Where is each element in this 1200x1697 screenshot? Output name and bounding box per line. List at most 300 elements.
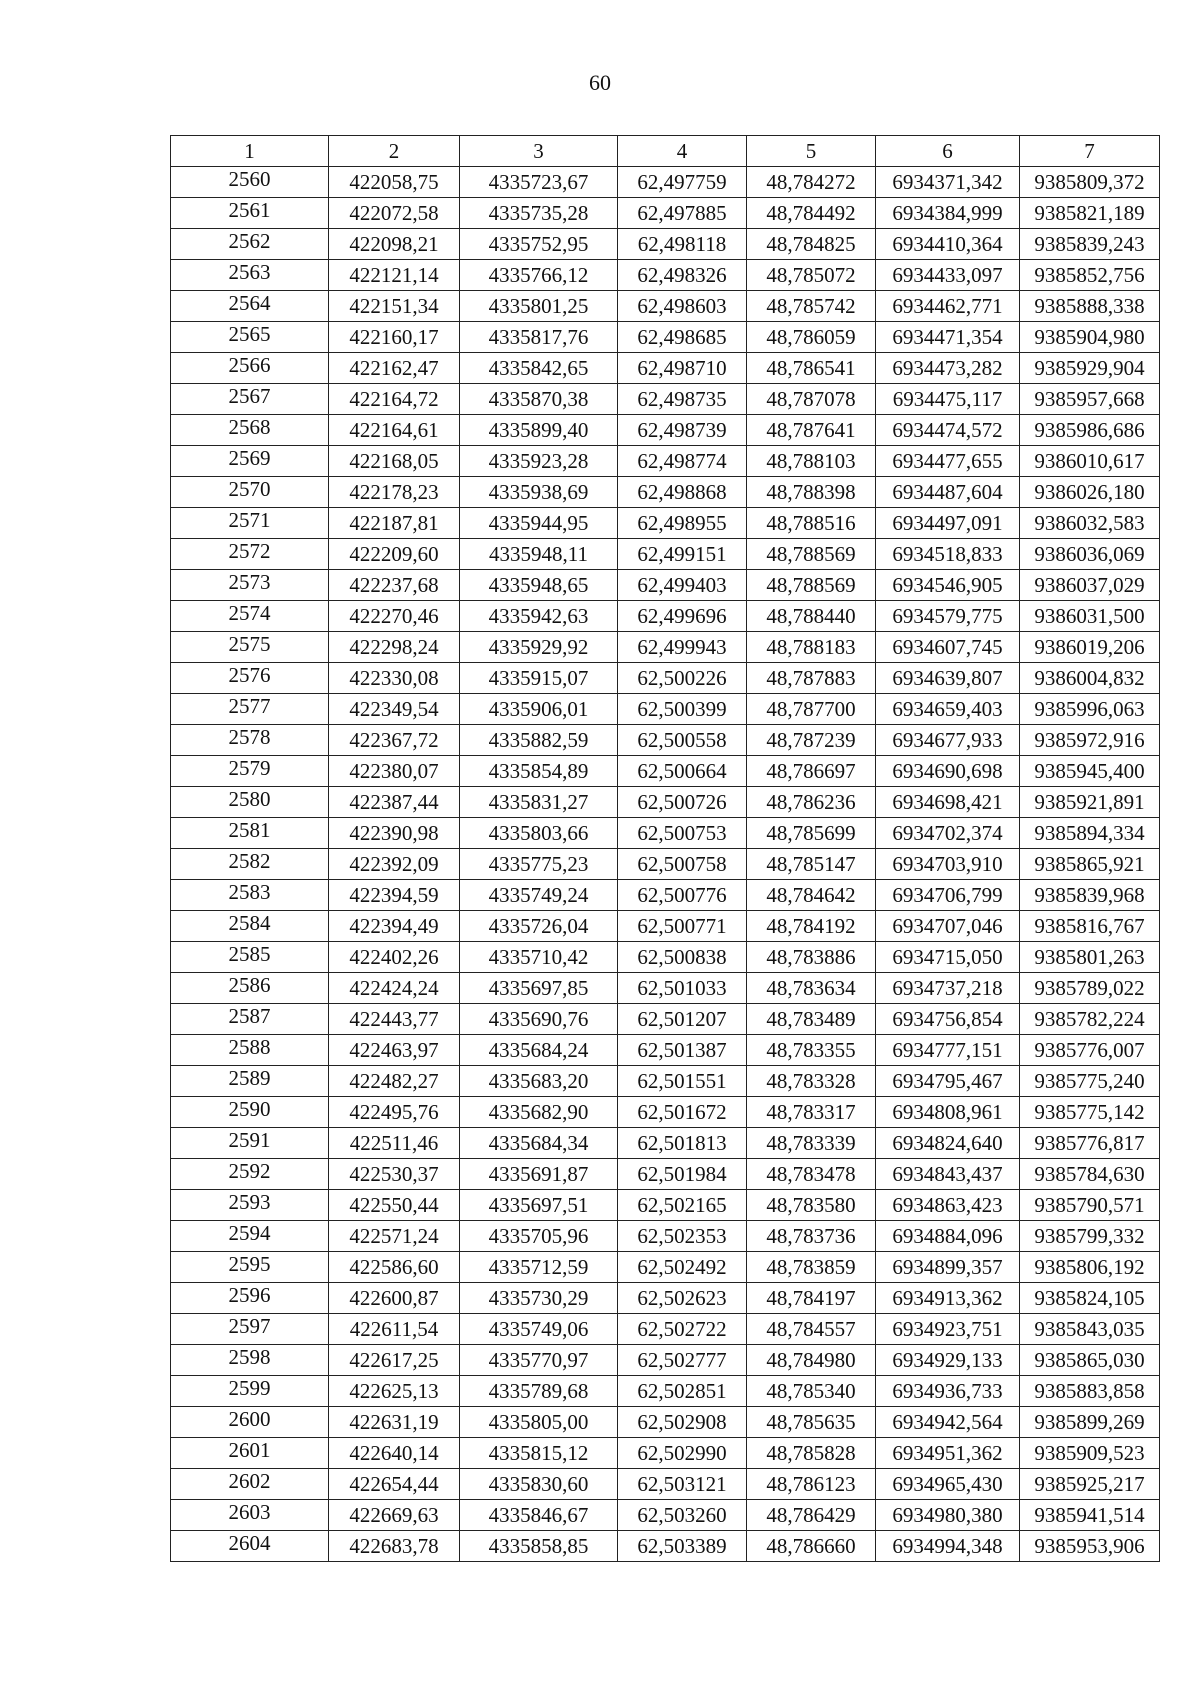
table-cell-col-5: 48,785828 bbox=[747, 1438, 876, 1469]
table-cell-col-7: 9385941,514 bbox=[1020, 1500, 1160, 1531]
table-cell-col-2: 422640,14 bbox=[329, 1438, 460, 1469]
table-cell-col-1: 2577 bbox=[171, 694, 329, 725]
table-cell-col-1: 2597 bbox=[171, 1314, 329, 1345]
column-header-3: 3 bbox=[460, 136, 618, 167]
table-cell-col-3: 4335870,38 bbox=[460, 384, 618, 415]
table-cell-col-5: 48,784192 bbox=[747, 911, 876, 942]
table-cell-col-1: 2565 bbox=[171, 322, 329, 353]
table-cell-col-7: 9385776,007 bbox=[1020, 1035, 1160, 1066]
table-cell-col-5: 48,785340 bbox=[747, 1376, 876, 1407]
table-cell-col-4: 62,500838 bbox=[618, 942, 747, 973]
table-cell-col-1: 2591 bbox=[171, 1128, 329, 1159]
table-cell-col-5: 48,783634 bbox=[747, 973, 876, 1004]
table-cell-col-3: 4335805,00 bbox=[460, 1407, 618, 1438]
table-row bbox=[171, 322, 1160, 353]
table-cell-col-6: 6934473,282 bbox=[876, 353, 1020, 384]
table-cell-col-7: 9385799,332 bbox=[1020, 1221, 1160, 1252]
table-cell-col-7: 9386026,180 bbox=[1020, 477, 1160, 508]
table-cell-col-1: 2578 bbox=[171, 725, 329, 756]
table-cell-col-3: 4335730,29 bbox=[460, 1283, 618, 1314]
table-cell-col-4: 62,498955 bbox=[618, 508, 747, 539]
table-cell-col-5: 48,783339 bbox=[747, 1128, 876, 1159]
table-cell-col-4: 62,500664 bbox=[618, 756, 747, 787]
table-cell-col-6: 6934795,467 bbox=[876, 1066, 1020, 1097]
table-cell-col-5: 48,784492 bbox=[747, 198, 876, 229]
table-cell-col-4: 62,498868 bbox=[618, 477, 747, 508]
table-cell-col-1: 2586 bbox=[171, 973, 329, 1004]
table-row bbox=[171, 1252, 1160, 1283]
table-cell-col-5: 48,783859 bbox=[747, 1252, 876, 1283]
table-cell-col-6: 6934923,751 bbox=[876, 1314, 1020, 1345]
table-cell-col-2: 422151,34 bbox=[329, 291, 460, 322]
table-cell-col-6: 6934980,380 bbox=[876, 1500, 1020, 1531]
table-cell-col-7: 9385839,243 bbox=[1020, 229, 1160, 260]
table-cell-col-1: 2592 bbox=[171, 1159, 329, 1190]
table-cell-col-4: 62,500226 bbox=[618, 663, 747, 694]
table-cell-col-5: 48,785147 bbox=[747, 849, 876, 880]
table-cell-col-2: 422402,26 bbox=[329, 942, 460, 973]
table-row bbox=[171, 1345, 1160, 1376]
table-cell-col-4: 62,501207 bbox=[618, 1004, 747, 1035]
table-cell-col-2: 422390,98 bbox=[329, 818, 460, 849]
table-cell-col-6: 6934715,050 bbox=[876, 942, 1020, 973]
table-cell-col-3: 4335735,28 bbox=[460, 198, 618, 229]
table-cell-col-1: 2561 bbox=[171, 198, 329, 229]
table-cell-col-7: 9385775,240 bbox=[1020, 1066, 1160, 1097]
table-cell-col-5: 48,788569 bbox=[747, 570, 876, 601]
table-cell-col-7: 9386004,832 bbox=[1020, 663, 1160, 694]
table-cell-col-6: 6934384,999 bbox=[876, 198, 1020, 229]
table-row bbox=[171, 477, 1160, 508]
table-cell-col-3: 4335948,11 bbox=[460, 539, 618, 570]
table-cell-col-7: 9386031,500 bbox=[1020, 601, 1160, 632]
table-cell-col-1: 2563 bbox=[171, 260, 329, 291]
table-cell-col-5: 48,785699 bbox=[747, 818, 876, 849]
table-cell-col-3: 4335831,27 bbox=[460, 787, 618, 818]
table-cell-col-4: 62,502851 bbox=[618, 1376, 747, 1407]
table-cell-col-5: 48,786236 bbox=[747, 787, 876, 818]
table-cell-col-3: 4335684,34 bbox=[460, 1128, 618, 1159]
table-cell-col-2: 422631,19 bbox=[329, 1407, 460, 1438]
table-cell-col-7: 9385839,968 bbox=[1020, 880, 1160, 911]
table-cell-col-3: 4335682,90 bbox=[460, 1097, 618, 1128]
column-header-2: 2 bbox=[329, 136, 460, 167]
table-cell-col-4: 62,501033 bbox=[618, 973, 747, 1004]
table-cell-col-1: 2594 bbox=[171, 1221, 329, 1252]
table-cell-col-5: 48,787883 bbox=[747, 663, 876, 694]
table-cell-col-2: 422550,44 bbox=[329, 1190, 460, 1221]
table-cell-col-5: 48,788569 bbox=[747, 539, 876, 570]
table-cell-col-6: 6934477,655 bbox=[876, 446, 1020, 477]
table-cell-col-1: 2573 bbox=[171, 570, 329, 601]
table-row bbox=[171, 291, 1160, 322]
table-cell-col-2: 422482,27 bbox=[329, 1066, 460, 1097]
table-cell-col-1: 2588 bbox=[171, 1035, 329, 1066]
table-cell-col-5: 48,786541 bbox=[747, 353, 876, 384]
table-row bbox=[171, 632, 1160, 663]
table-cell-col-3: 4335691,87 bbox=[460, 1159, 618, 1190]
table-cell-col-1: 2560 bbox=[171, 167, 329, 198]
table-cell-col-4: 62,498774 bbox=[618, 446, 747, 477]
table-row bbox=[171, 508, 1160, 539]
table-cell-col-7: 9385921,891 bbox=[1020, 787, 1160, 818]
table-cell-col-3: 4335766,12 bbox=[460, 260, 618, 291]
table-cell-col-7: 9385929,904 bbox=[1020, 353, 1160, 384]
table-cell-col-1: 2575 bbox=[171, 632, 329, 663]
table-cell-col-2: 422586,60 bbox=[329, 1252, 460, 1283]
table-cell-col-1: 2604 bbox=[171, 1531, 329, 1562]
table-cell-col-6: 6934965,430 bbox=[876, 1469, 1020, 1500]
table-cell-col-3: 4335906,01 bbox=[460, 694, 618, 725]
table-cell-col-5: 48,783328 bbox=[747, 1066, 876, 1097]
table-cell-col-4: 62,497759 bbox=[618, 167, 747, 198]
table-cell-col-2: 422394,59 bbox=[329, 880, 460, 911]
table-cell-col-2: 422424,24 bbox=[329, 973, 460, 1004]
table-cell-col-5: 48,786059 bbox=[747, 322, 876, 353]
table-cell-col-6: 6934706,799 bbox=[876, 880, 1020, 911]
table-cell-col-5: 48,784272 bbox=[747, 167, 876, 198]
table-cell-col-1: 2590 bbox=[171, 1097, 329, 1128]
table-cell-col-4: 62,502908 bbox=[618, 1407, 747, 1438]
table-row bbox=[171, 787, 1160, 818]
table-cell-col-1: 2582 bbox=[171, 849, 329, 880]
table-row bbox=[171, 446, 1160, 477]
table-cell-col-3: 4335723,67 bbox=[460, 167, 618, 198]
table-cell-col-7: 9386037,029 bbox=[1020, 570, 1160, 601]
table-row bbox=[171, 1438, 1160, 1469]
table-cell-col-1: 2585 bbox=[171, 942, 329, 973]
table-cell-col-2: 422654,44 bbox=[329, 1469, 460, 1500]
table-cell-col-5: 48,785072 bbox=[747, 260, 876, 291]
table-cell-col-5: 48,783317 bbox=[747, 1097, 876, 1128]
table-cell-col-4: 62,502353 bbox=[618, 1221, 747, 1252]
table-cell-col-3: 4335846,67 bbox=[460, 1500, 618, 1531]
table-cell-col-5: 48,787239 bbox=[747, 725, 876, 756]
table-cell-col-6: 6934843,437 bbox=[876, 1159, 1020, 1190]
table-cell-col-5: 48,785742 bbox=[747, 291, 876, 322]
table-cell-col-1: 2572 bbox=[171, 539, 329, 570]
table-header-row bbox=[171, 136, 1160, 167]
table-row bbox=[171, 1531, 1160, 1562]
table-cell-col-5: 48,783580 bbox=[747, 1190, 876, 1221]
table-cell-col-6: 6934607,745 bbox=[876, 632, 1020, 663]
table-cell-col-5: 48,787078 bbox=[747, 384, 876, 415]
table-cell-col-4: 62,500399 bbox=[618, 694, 747, 725]
table-cell-col-6: 6934994,348 bbox=[876, 1531, 1020, 1562]
table-cell-col-3: 4335854,89 bbox=[460, 756, 618, 787]
table-cell-col-5: 48,783736 bbox=[747, 1221, 876, 1252]
table-cell-col-7: 9385809,372 bbox=[1020, 167, 1160, 198]
table-row bbox=[171, 601, 1160, 632]
table-cell-col-7: 9385972,916 bbox=[1020, 725, 1160, 756]
table-cell-col-5: 48,787641 bbox=[747, 415, 876, 446]
table-cell-col-6: 6934579,775 bbox=[876, 601, 1020, 632]
table-cell-col-5: 48,788440 bbox=[747, 601, 876, 632]
table-row bbox=[171, 725, 1160, 756]
table-cell-col-1: 2589 bbox=[171, 1066, 329, 1097]
table-row bbox=[171, 942, 1160, 973]
table-cell-col-3: 4335752,95 bbox=[460, 229, 618, 260]
table-cell-col-6: 6934677,933 bbox=[876, 725, 1020, 756]
table-cell-col-4: 62,503121 bbox=[618, 1469, 747, 1500]
table-cell-col-7: 9385790,571 bbox=[1020, 1190, 1160, 1221]
table-cell-col-5: 48,784980 bbox=[747, 1345, 876, 1376]
table-cell-col-2: 422349,54 bbox=[329, 694, 460, 725]
table-cell-col-3: 4335923,28 bbox=[460, 446, 618, 477]
table-cell-col-3: 4335749,24 bbox=[460, 880, 618, 911]
table-cell-col-7: 9386032,583 bbox=[1020, 508, 1160, 539]
table-cell-col-2: 422669,63 bbox=[329, 1500, 460, 1531]
table-cell-col-2: 422187,81 bbox=[329, 508, 460, 539]
table-cell-col-7: 9385888,338 bbox=[1020, 291, 1160, 322]
table-cell-col-3: 4335712,59 bbox=[460, 1252, 618, 1283]
table-cell-col-4: 62,500758 bbox=[618, 849, 747, 880]
table-cell-col-3: 4335842,65 bbox=[460, 353, 618, 384]
table-cell-col-7: 9385909,523 bbox=[1020, 1438, 1160, 1469]
table-cell-col-7: 9385816,767 bbox=[1020, 911, 1160, 942]
table-row bbox=[171, 1469, 1160, 1500]
table-cell-col-1: 2601 bbox=[171, 1438, 329, 1469]
table-cell-col-7: 9386010,617 bbox=[1020, 446, 1160, 477]
table-cell-col-6: 6934433,097 bbox=[876, 260, 1020, 291]
table-cell-col-7: 9385953,906 bbox=[1020, 1531, 1160, 1562]
table-cell-col-1: 2596 bbox=[171, 1283, 329, 1314]
table-cell-col-4: 62,503260 bbox=[618, 1500, 747, 1531]
table-cell-col-1: 2584 bbox=[171, 911, 329, 942]
table-cell-col-5: 48,784557 bbox=[747, 1314, 876, 1345]
table-cell-col-3: 4335858,85 bbox=[460, 1531, 618, 1562]
table-cell-col-2: 422617,25 bbox=[329, 1345, 460, 1376]
table-cell-col-6: 6934659,403 bbox=[876, 694, 1020, 725]
table-row bbox=[171, 1283, 1160, 1314]
table-cell-col-4: 62,501813 bbox=[618, 1128, 747, 1159]
table-cell-col-5: 48,786660 bbox=[747, 1531, 876, 1562]
table-cell-col-2: 422164,72 bbox=[329, 384, 460, 415]
table-cell-col-6: 6934756,854 bbox=[876, 1004, 1020, 1035]
table-row bbox=[171, 260, 1160, 291]
table-cell-col-1: 2579 bbox=[171, 756, 329, 787]
table-cell-col-1: 2567 bbox=[171, 384, 329, 415]
table-row bbox=[171, 663, 1160, 694]
table-row bbox=[171, 1221, 1160, 1252]
table-row bbox=[171, 1097, 1160, 1128]
table-cell-col-4: 62,498118 bbox=[618, 229, 747, 260]
table-row bbox=[171, 911, 1160, 942]
table-cell-col-7: 9386019,206 bbox=[1020, 632, 1160, 663]
table-row bbox=[171, 1159, 1160, 1190]
table-cell-col-6: 6934899,357 bbox=[876, 1252, 1020, 1283]
table-cell-col-5: 48,786697 bbox=[747, 756, 876, 787]
table-row bbox=[171, 1190, 1160, 1221]
table-cell-col-5: 48,784825 bbox=[747, 229, 876, 260]
table-cell-col-4: 62,498603 bbox=[618, 291, 747, 322]
table-cell-col-2: 422098,21 bbox=[329, 229, 460, 260]
table-cell-col-4: 62,502990 bbox=[618, 1438, 747, 1469]
table-cell-col-6: 6934487,604 bbox=[876, 477, 1020, 508]
table-cell-col-1: 2576 bbox=[171, 663, 329, 694]
table-cell-col-3: 4335938,69 bbox=[460, 477, 618, 508]
table-row bbox=[171, 849, 1160, 880]
table-cell-col-1: 2581 bbox=[171, 818, 329, 849]
table-cell-col-3: 4335697,85 bbox=[460, 973, 618, 1004]
table-cell-col-5: 48,788398 bbox=[747, 477, 876, 508]
table-cell-col-7: 9385789,022 bbox=[1020, 973, 1160, 1004]
table-cell-col-3: 4335789,68 bbox=[460, 1376, 618, 1407]
table-cell-col-1: 2570 bbox=[171, 477, 329, 508]
table-cell-col-5: 48,783886 bbox=[747, 942, 876, 973]
table-cell-col-4: 62,499403 bbox=[618, 570, 747, 601]
table-row bbox=[171, 756, 1160, 787]
table-cell-col-2: 422178,23 bbox=[329, 477, 460, 508]
table-cell-col-4: 62,500771 bbox=[618, 911, 747, 942]
table-cell-col-4: 62,502623 bbox=[618, 1283, 747, 1314]
table-cell-col-1: 2574 bbox=[171, 601, 329, 632]
table-cell-col-2: 422298,24 bbox=[329, 632, 460, 663]
table-cell-col-2: 422392,09 bbox=[329, 849, 460, 880]
table-row bbox=[171, 198, 1160, 229]
table-cell-col-1: 2587 bbox=[171, 1004, 329, 1035]
table-cell-col-4: 62,499696 bbox=[618, 601, 747, 632]
table-cell-col-2: 422530,37 bbox=[329, 1159, 460, 1190]
table-cell-col-6: 6934410,364 bbox=[876, 229, 1020, 260]
table-cell-col-3: 4335803,66 bbox=[460, 818, 618, 849]
table-cell-col-1: 2593 bbox=[171, 1190, 329, 1221]
table-cell-col-3: 4335815,12 bbox=[460, 1438, 618, 1469]
table-cell-col-2: 422495,76 bbox=[329, 1097, 460, 1128]
table-row bbox=[171, 1376, 1160, 1407]
table-cell-col-6: 6934497,091 bbox=[876, 508, 1020, 539]
table-cell-col-2: 422511,46 bbox=[329, 1128, 460, 1159]
table-cell-col-6: 6934475,117 bbox=[876, 384, 1020, 415]
table-row bbox=[171, 1500, 1160, 1531]
table-row bbox=[171, 1314, 1160, 1345]
table-cell-col-7: 9385776,817 bbox=[1020, 1128, 1160, 1159]
table-cell-col-4: 62,498739 bbox=[618, 415, 747, 446]
table-cell-col-4: 62,498326 bbox=[618, 260, 747, 291]
table-cell-col-2: 422160,17 bbox=[329, 322, 460, 353]
table-cell-col-2: 422683,78 bbox=[329, 1531, 460, 1562]
table-cell-col-7: 9385784,630 bbox=[1020, 1159, 1160, 1190]
table-cell-col-7: 9385775,142 bbox=[1020, 1097, 1160, 1128]
table-cell-col-6: 6934698,421 bbox=[876, 787, 1020, 818]
table-row bbox=[171, 1407, 1160, 1438]
table-cell-col-7: 9385996,063 bbox=[1020, 694, 1160, 725]
table-cell-col-1: 2562 bbox=[171, 229, 329, 260]
table-cell-col-6: 6934474,572 bbox=[876, 415, 1020, 446]
table-cell-col-7: 9385894,334 bbox=[1020, 818, 1160, 849]
table-cell-col-7: 9385945,400 bbox=[1020, 756, 1160, 787]
table-cell-col-1: 2602 bbox=[171, 1469, 329, 1500]
table-cell-col-2: 422072,58 bbox=[329, 198, 460, 229]
table-cell-col-1: 2571 bbox=[171, 508, 329, 539]
table-cell-col-7: 9385801,263 bbox=[1020, 942, 1160, 973]
table-cell-col-4: 62,499151 bbox=[618, 539, 747, 570]
table-cell-col-7: 9385865,921 bbox=[1020, 849, 1160, 880]
table-cell-col-4: 62,500753 bbox=[618, 818, 747, 849]
table-cell-col-5: 48,786123 bbox=[747, 1469, 876, 1500]
table-row bbox=[171, 539, 1160, 570]
table-row bbox=[171, 818, 1160, 849]
table-row bbox=[171, 973, 1160, 1004]
table-cell-col-7: 9385821,189 bbox=[1020, 198, 1160, 229]
table-cell-col-7: 9385806,192 bbox=[1020, 1252, 1160, 1283]
table-cell-col-4: 62,503389 bbox=[618, 1531, 747, 1562]
table-cell-col-2: 422237,68 bbox=[329, 570, 460, 601]
table-cell-col-3: 4335899,40 bbox=[460, 415, 618, 446]
table-cell-col-2: 422611,54 bbox=[329, 1314, 460, 1345]
column-header-7: 7 bbox=[1020, 136, 1160, 167]
table-cell-col-7: 9385782,224 bbox=[1020, 1004, 1160, 1035]
table-cell-col-4: 62,502722 bbox=[618, 1314, 747, 1345]
table-cell-col-6: 6934884,096 bbox=[876, 1221, 1020, 1252]
table-cell-col-5: 48,786429 bbox=[747, 1500, 876, 1531]
table-cell-col-2: 422387,44 bbox=[329, 787, 460, 818]
table-row bbox=[171, 1066, 1160, 1097]
table-cell-col-3: 4335948,65 bbox=[460, 570, 618, 601]
table-cell-col-3: 4335830,60 bbox=[460, 1469, 618, 1500]
table-cell-col-3: 4335710,42 bbox=[460, 942, 618, 973]
coordinates-table bbox=[170, 135, 1160, 1562]
table-cell-col-6: 6934808,961 bbox=[876, 1097, 1020, 1128]
column-header-1: 1 bbox=[171, 136, 329, 167]
table-cell-col-6: 6934518,833 bbox=[876, 539, 1020, 570]
table-cell-col-5: 48,788516 bbox=[747, 508, 876, 539]
table-cell-col-7: 9385824,105 bbox=[1020, 1283, 1160, 1314]
table-cell-col-5: 48,785635 bbox=[747, 1407, 876, 1438]
table-cell-col-3: 4335770,97 bbox=[460, 1345, 618, 1376]
table-cell-col-6: 6934942,564 bbox=[876, 1407, 1020, 1438]
table-cell-col-6: 6934951,362 bbox=[876, 1438, 1020, 1469]
table-cell-col-3: 4335697,51 bbox=[460, 1190, 618, 1221]
column-header-6: 6 bbox=[876, 136, 1020, 167]
table-cell-col-4: 62,502492 bbox=[618, 1252, 747, 1283]
table-cell-col-5: 48,784642 bbox=[747, 880, 876, 911]
table-cell-col-5: 48,783478 bbox=[747, 1159, 876, 1190]
table-cell-col-2: 422168,05 bbox=[329, 446, 460, 477]
table-cell-col-6: 6934471,354 bbox=[876, 322, 1020, 353]
table-cell-col-4: 62,500558 bbox=[618, 725, 747, 756]
table-cell-col-6: 6934707,046 bbox=[876, 911, 1020, 942]
table-cell-col-7: 9385925,217 bbox=[1020, 1469, 1160, 1500]
table-cell-col-4: 62,501672 bbox=[618, 1097, 747, 1128]
table-cell-col-1: 2595 bbox=[171, 1252, 329, 1283]
table-cell-col-6: 6934824,640 bbox=[876, 1128, 1020, 1159]
table-cell-col-6: 6934936,733 bbox=[876, 1376, 1020, 1407]
table-cell-col-7: 9385852,756 bbox=[1020, 260, 1160, 291]
table-row bbox=[171, 570, 1160, 601]
table-cell-col-6: 6934371,342 bbox=[876, 167, 1020, 198]
table-body bbox=[171, 167, 1160, 1562]
table-cell-col-6: 6934639,807 bbox=[876, 663, 1020, 694]
table-cell-col-3: 4335705,96 bbox=[460, 1221, 618, 1252]
table-cell-col-2: 422394,49 bbox=[329, 911, 460, 942]
table-row bbox=[171, 880, 1160, 911]
table-cell-col-3: 4335882,59 bbox=[460, 725, 618, 756]
table-cell-col-2: 422380,07 bbox=[329, 756, 460, 787]
table-cell-col-6: 6934690,698 bbox=[876, 756, 1020, 787]
table-cell-col-4: 62,498735 bbox=[618, 384, 747, 415]
table-cell-col-3: 4335683,20 bbox=[460, 1066, 618, 1097]
table-cell-col-1: 2599 bbox=[171, 1376, 329, 1407]
table-cell-col-5: 48,788103 bbox=[747, 446, 876, 477]
table-cell-col-6: 6934737,218 bbox=[876, 973, 1020, 1004]
table-row bbox=[171, 229, 1160, 260]
table-cell-col-2: 422209,60 bbox=[329, 539, 460, 570]
table-cell-col-5: 48,783355 bbox=[747, 1035, 876, 1066]
table-cell-col-4: 62,500726 bbox=[618, 787, 747, 818]
table-cell-col-4: 62,501387 bbox=[618, 1035, 747, 1066]
table-cell-col-1: 2564 bbox=[171, 291, 329, 322]
